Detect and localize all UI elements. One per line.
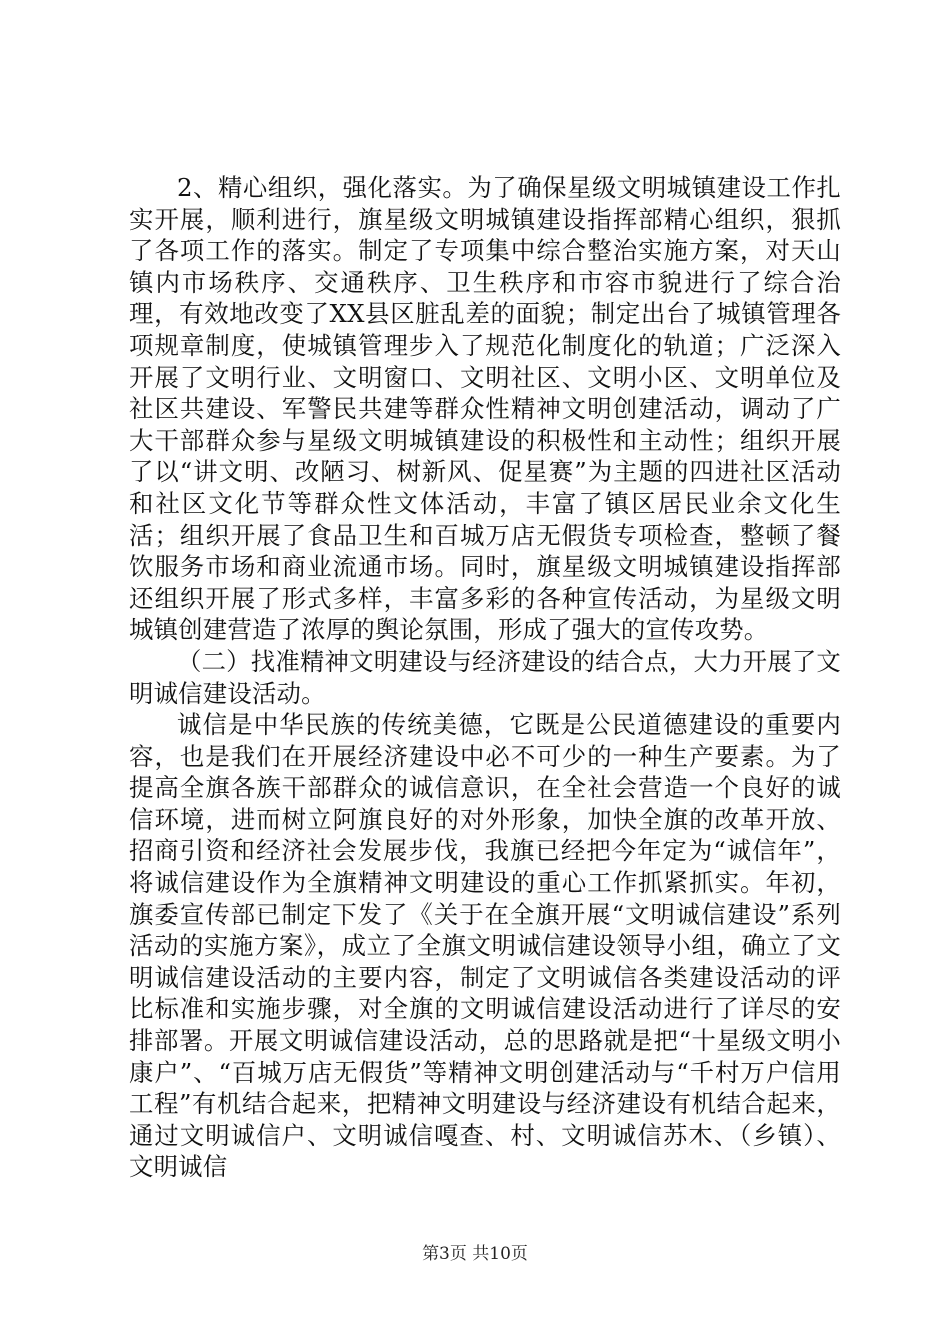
document-body [129, 172, 841, 1183]
page-number-footer: 第3页 共10页 [422, 1244, 528, 1264]
paragraph-integrity: 诚信是中华民族的传统美德，它既是公民道德建设的重要内容，也是我们在开展经济建设中必不可少的一种生产要素。为了提高全旗各族干部群众的诚信意识，在全社会营造一个良好的诚信环境，进而树立阿旗良好的对外形象，加快全旗的改革开放、招商引资和经济社会发展步伐，我旗已经把今年定为“诚信年”，将诚信建设作为全旗精神文明建设的重心工作抓紧抓实。年初，旗委宣传部已制定下发了《关于在全旗开展“文明诚信建设”系列活动的实施方案》，成立了全旗文明诚信建设领导小组，确立了文明诚信建设活动的主要内容，制定了文明诚信各类建设活动的评比标准和实施步骤，对全旗的文明诚信建设活动进行了详尽的安排部署。开展文明诚信建设活动，总的思路就是把“十星级文明小康户”、“百城万店无假货”等精神文明创建活动与“千村万户信用工程”有机结合起来，把精神文明建设与经济建设有机结合起来，通过文明诚信户、文明诚信嘎查、村、文明诚信苏木、（乡镇）、文明诚信 [129, 710, 841, 1182]
paragraph-organization: 2、精心组织，强化落实。为了确保星级文明城镇建设工作扎实开展，顺利进行，旗星级文明城镇建设指挥部精心组织，狠抓了各项工作的落实。制定了专项集中综合整治实施方案，对天山镇内市场秩序、交通秩序、卫生秩序和市容市貌进行了综合治理，有效地改变了XX县区脏乱差的面貌；制定出台了城镇管理各项规章制度，使城镇管理步入了规范化制度化的轨道；广泛深入开展了文明行业、文明窗口、文明社区、文明小区、文明单位及社区共建设、军警民共建等群众性精神文明创建活动，调动了广大干部群众参与星级文明城镇建设的积极性和主动性；组织开展了以“讲文明、改陋习、树新风、促星赛”为主题的四进社区活动和社区文化节等群众性文体活动，丰富了镇区居民业余文化生活；组织开展了食品卫生和百城万店无假货专项检查，整顿了餐饮服务市场和商业流通市场。同时，旗星级文明城镇建设指挥部还组织开展了形式多样，丰富多彩的各种宣传活动，为星级文明城镇创建营造了浓厚的舆论氛围，形成了强大的宣传攻势。 [129, 173, 841, 645]
section-heading-integrity: （二）找准精神文明建设与经济建设的结合点，大力开展了文明诚信建设活动。 [129, 646, 841, 708]
